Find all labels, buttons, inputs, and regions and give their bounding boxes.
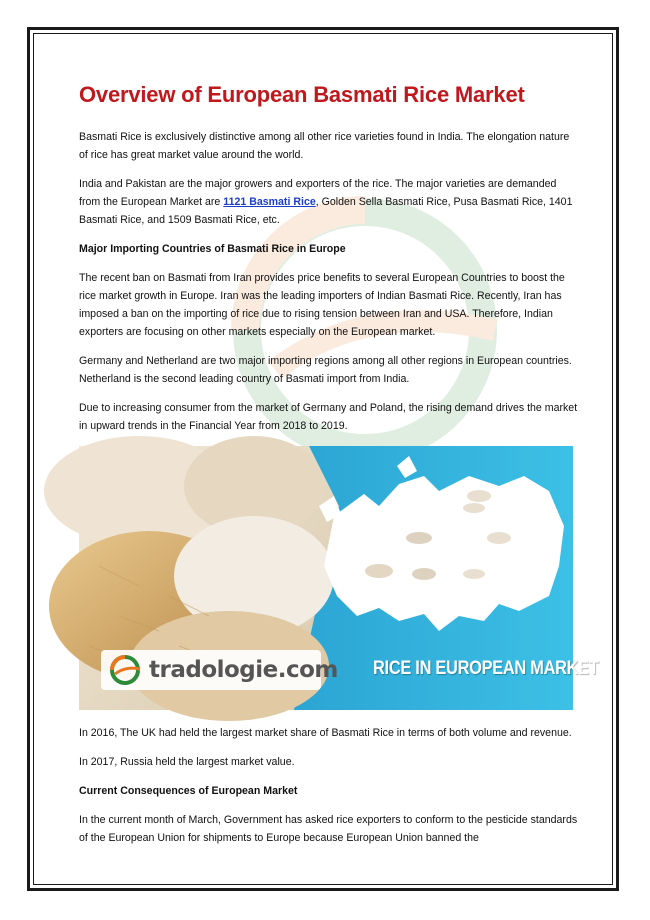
paragraph-intro-2 [79,175,579,229]
document-body [79,82,599,858]
heading-current-consequences: Current Consequences of European Market [79,785,298,797]
heading-major-importing-countries: Major Importing Countries of Basmati Rice in Europe [79,243,346,255]
paragraph-consequences-1: In the current month of March, Government has asked rice exporters to conform to the pesticide standards of the European Union for shipments to Europe because European Union banned the [79,814,578,844]
tradologie-globe-icon [109,654,143,686]
paragraph-uk-2016: In 2016, The UK had held the largest market share of Basmati Rice in terms of both volume and revenue. [79,727,572,739]
tradologie-logo [101,650,338,690]
paragraph-intro-1: Basmati Rice is exclusively distinctive among all other rice varieties found in India. The elongation nature of rice has great market value around the world. [79,131,570,161]
rice-european-market-banner [79,446,599,710]
tradologie-logo-text: tradologie.com [149,657,338,683]
link-1121-basmati-rice[interactable]: 1121 Basmati Rice [223,196,316,208]
paragraph-intro-2-end: , Golden Sella Basmati Rice, Pusa Basmati Rice, 1401 Basmati Rice, and 1509 Basmati Rice, etc. [79,196,573,226]
page-title: Overview of European Basmati Rice Market [79,82,525,107]
paragraph-importing-3: Due to increasing consumer from the market of Germany and Poland, the rising demand drives the market in upward trends in the Financial Year from 2018 to 2019. [79,402,578,432]
paragraph-intro-2-start: India and Pakistan are the major growers and exporters of the rice. The major varieties are demanded from the European Market are [79,178,557,208]
banner-title: RICE IN EUROPEAN MARKET [373,658,599,679]
paragraph-importing-2: Germany and Netherland are two major importing regions among all other regions in European countries. Netherland is the second leading country of Basmati import from India. [79,355,572,385]
paragraph-russia-2017: In 2017, Russia held the largest market value. [79,756,295,768]
paragraph-importing-1: The recent ban on Basmati from Iran provides price benefits to several European Countries to boost the rice market growth in Europe. Iran was the leading importers of Indian Basmati Rice. Recently, Iran has imposed a ban on the importing of rice due to rising tension between Iran and USA. Therefore, Indian exporters are focusing on other markets especially on the European market. [79,272,565,338]
